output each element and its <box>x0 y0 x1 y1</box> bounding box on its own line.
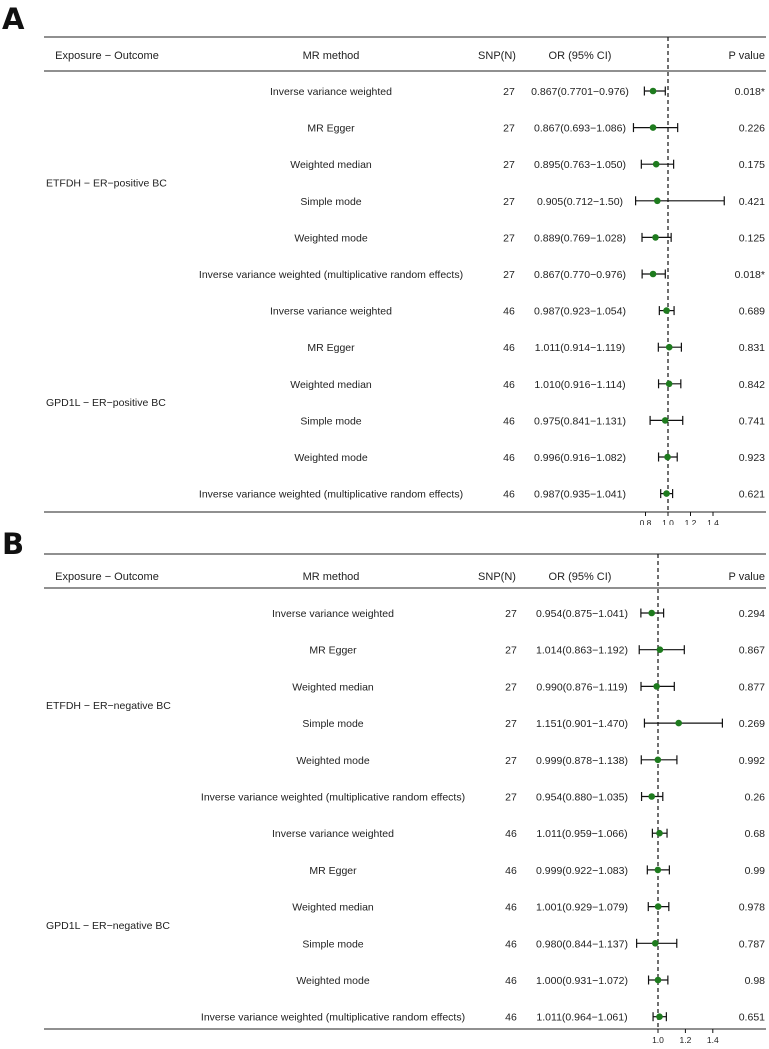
exposure-outcome-label: ETFDH − ER−negative BC <box>46 699 171 712</box>
p-value: 0.018* <box>734 269 765 281</box>
or-point <box>652 940 659 947</box>
or-ci-text: 0.975(0.841−1.131) <box>534 415 626 428</box>
or-point <box>662 417 669 424</box>
column-header: MR method <box>302 50 360 62</box>
p-value: 0.741 <box>738 415 765 428</box>
or-point <box>653 683 660 690</box>
mr-method-label: Weighted mode <box>294 232 368 245</box>
snp-count: 46 <box>503 378 515 391</box>
snp-count: 46 <box>505 828 517 841</box>
p-value: 0.99 <box>744 864 765 877</box>
p-value: 0.651 <box>738 1011 765 1024</box>
snp-count: 46 <box>503 305 515 318</box>
or-ci-text: 0.867(0.693−1.086) <box>534 122 626 135</box>
column-header: SNP(N) <box>478 50 516 62</box>
or-ci-text: 1.001(0.929−1.079) <box>536 901 628 914</box>
or-point <box>655 757 662 764</box>
p-value: 0.787 <box>738 938 765 951</box>
or-point <box>650 88 657 95</box>
or-ci-text: 1.011(0.959−1.066) <box>536 828 628 841</box>
mr-method-label: MR Egger <box>307 122 355 135</box>
or-ci-text: 1.014(0.863−1.192) <box>536 644 628 657</box>
snp-count: 27 <box>505 644 517 657</box>
column-header: OR (95% CI) <box>548 50 612 62</box>
forest-panel-b <box>0 525 769 1049</box>
p-value: 0.018* <box>734 86 765 98</box>
column-header: Exposure − Outcome <box>55 50 159 62</box>
mr-method-label: Simple mode <box>302 718 364 731</box>
mr-method-label: MR Egger <box>307 342 355 355</box>
or-ci-text: 1.011(0.914−1.119) <box>534 342 626 355</box>
p-value: 0.923 <box>738 452 765 464</box>
mr-method-label: Inverse variance weighted (multiplicative random effects) <box>200 791 466 804</box>
p-value: 0.689 <box>738 305 765 318</box>
or-ci-text: 0.867(0.770−0.976) <box>534 269 626 281</box>
mr-method-label: Inverse variance weighted (multiplicative random effects) <box>198 269 464 281</box>
or-ci-text: 0.999(0.922−1.083) <box>536 864 628 877</box>
or-ci-text: 0.980(0.844−1.137) <box>536 938 628 951</box>
snp-count: 46 <box>503 415 515 428</box>
forest-plot-b <box>0 525 769 1049</box>
p-value: 0.421 <box>738 195 765 208</box>
mr-method-label: MR Egger <box>309 864 357 877</box>
snp-count: 46 <box>505 938 517 951</box>
panel-label: A <box>2 2 25 36</box>
mr-method-label: Weighted median <box>290 159 372 172</box>
mr-method-label: Weighted mode <box>296 754 370 767</box>
p-value: 0.26 <box>744 791 765 804</box>
snp-count: 27 <box>505 754 517 767</box>
panel-label: B <box>2 527 25 561</box>
or-ci-text: 1.011(0.964−1.061) <box>536 1011 628 1024</box>
mr-method-label: Inverse variance weighted (multiplicative random effects) <box>198 488 464 501</box>
mr-method-label: Simple mode <box>302 938 364 951</box>
snp-count: 27 <box>503 232 515 245</box>
or-ci-text: 0.990(0.876−1.119) <box>536 681 628 694</box>
p-value: 0.992 <box>738 754 765 767</box>
p-value: 0.831 <box>738 342 765 355</box>
or-point <box>675 720 682 727</box>
mr-method-label: Simple mode <box>300 415 362 428</box>
or-ci-text: 0.999(0.878−1.138) <box>536 754 628 767</box>
or-ci-text: 0.954(0.880−1.035) <box>536 791 628 804</box>
snp-count: 46 <box>503 452 515 464</box>
snp-count: 27 <box>505 608 517 620</box>
or-ci-text: 0.987(0.935−1.041) <box>534 488 626 501</box>
or-point <box>663 490 670 497</box>
or-point <box>655 867 662 874</box>
snp-count: 27 <box>505 718 517 731</box>
or-ci-text: 0.987(0.923−1.054) <box>534 305 626 318</box>
p-value: 0.867 <box>738 644 765 657</box>
or-point <box>650 271 657 278</box>
column-header: P value <box>728 571 765 583</box>
or-point <box>653 161 660 168</box>
p-value: 0.621 <box>738 488 765 501</box>
snp-count: 46 <box>505 864 517 877</box>
or-point <box>648 610 655 617</box>
snp-count: 46 <box>505 975 517 987</box>
exposure-outcome-label: GPD1L − ER−negative BC <box>46 919 170 932</box>
or-ci-text: 0.954(0.875−1.041) <box>536 608 628 620</box>
snp-count: 27 <box>503 195 515 208</box>
p-value: 0.125 <box>738 232 765 245</box>
snp-count: 27 <box>505 791 517 804</box>
column-header: P value <box>728 50 765 62</box>
or-point <box>648 793 655 800</box>
p-value: 0.98 <box>744 975 765 987</box>
p-value: 0.175 <box>738 159 765 172</box>
p-value: 0.877 <box>738 681 765 694</box>
snp-count: 27 <box>505 681 517 694</box>
snp-count: 46 <box>505 1011 517 1024</box>
mr-method-label: Inverse variance weighted (multiplicative random effects) <box>200 1011 466 1024</box>
or-point <box>656 830 663 837</box>
snp-count: 27 <box>503 159 515 172</box>
p-value: 0.294 <box>738 608 765 620</box>
x-tick-label: 0.8 <box>639 518 652 525</box>
mr-method-label: Weighted median <box>292 901 374 914</box>
or-point <box>664 454 671 461</box>
mr-method-label: Weighted mode <box>296 975 370 987</box>
or-point <box>654 198 661 205</box>
column-header: Exposure − Outcome <box>55 571 159 583</box>
snp-count: 46 <box>503 488 515 501</box>
mr-method-label: Weighted mode <box>294 452 368 464</box>
or-point <box>652 234 659 241</box>
column-header: SNP(N) <box>478 571 516 583</box>
x-tick-label: 1.4 <box>707 518 719 525</box>
mr-method-label: Inverse variance weighted <box>270 305 392 318</box>
p-value: 0.978 <box>738 901 765 914</box>
x-tick-label: 1.4 <box>706 1035 719 1045</box>
mr-method-label: Inverse variance weighted <box>272 608 394 620</box>
snp-count: 46 <box>503 342 515 355</box>
mr-method-label: Inverse variance weighted <box>272 828 394 841</box>
p-value: 0.226 <box>738 122 765 135</box>
p-value: 0.269 <box>738 718 765 731</box>
snp-count: 46 <box>505 901 517 914</box>
x-tick-label: 1.0 <box>662 518 674 525</box>
mr-method-label: Weighted median <box>292 681 374 694</box>
mr-method-label: Inverse variance weighted <box>270 86 392 98</box>
snp-count: 27 <box>503 122 515 135</box>
or-point <box>663 307 670 314</box>
or-point <box>657 646 664 653</box>
mr-method-label: MR Egger <box>309 644 357 657</box>
or-ci-text: 0.996(0.916−1.082) <box>534 452 626 464</box>
snp-count: 27 <box>503 86 515 98</box>
or-point <box>655 977 662 984</box>
p-value: 0.842 <box>738 378 765 391</box>
or-ci-text: 0.895(0.763−1.050) <box>534 159 626 172</box>
or-point <box>656 1013 663 1020</box>
or-ci-text: 0.867(0.7701−0.976) <box>531 86 629 98</box>
or-point <box>666 344 673 351</box>
p-value: 0.68 <box>744 828 765 841</box>
exposure-outcome-label: GPD1L − ER−positive BC <box>46 397 166 410</box>
snp-count: 27 <box>503 269 515 281</box>
or-ci-text: 0.905(0.712−1.50) <box>536 195 624 208</box>
mr-method-label: Simple mode <box>300 195 362 208</box>
x-tick-label: 1.0 <box>652 1035 664 1045</box>
mr-method-label: Weighted median <box>290 378 372 391</box>
or-point <box>666 381 673 388</box>
or-ci-text: 1.151(0.901−1.470) <box>536 718 628 731</box>
column-header: OR (95% CI) <box>548 571 612 583</box>
x-tick-label: 1.2 <box>679 1035 692 1045</box>
or-ci-text: 1.010(0.916−1.114) <box>534 378 626 391</box>
or-ci-text: 0.889(0.769−1.028) <box>534 232 626 245</box>
x-tick-label: 1.2 <box>684 518 697 525</box>
or-point <box>650 124 657 131</box>
column-header: MR method <box>302 571 360 583</box>
exposure-outcome-label: ETFDH − ER−positive BC <box>46 177 167 190</box>
or-ci-text: 1.000(0.931−1.072) <box>536 975 628 987</box>
or-point <box>655 903 662 910</box>
